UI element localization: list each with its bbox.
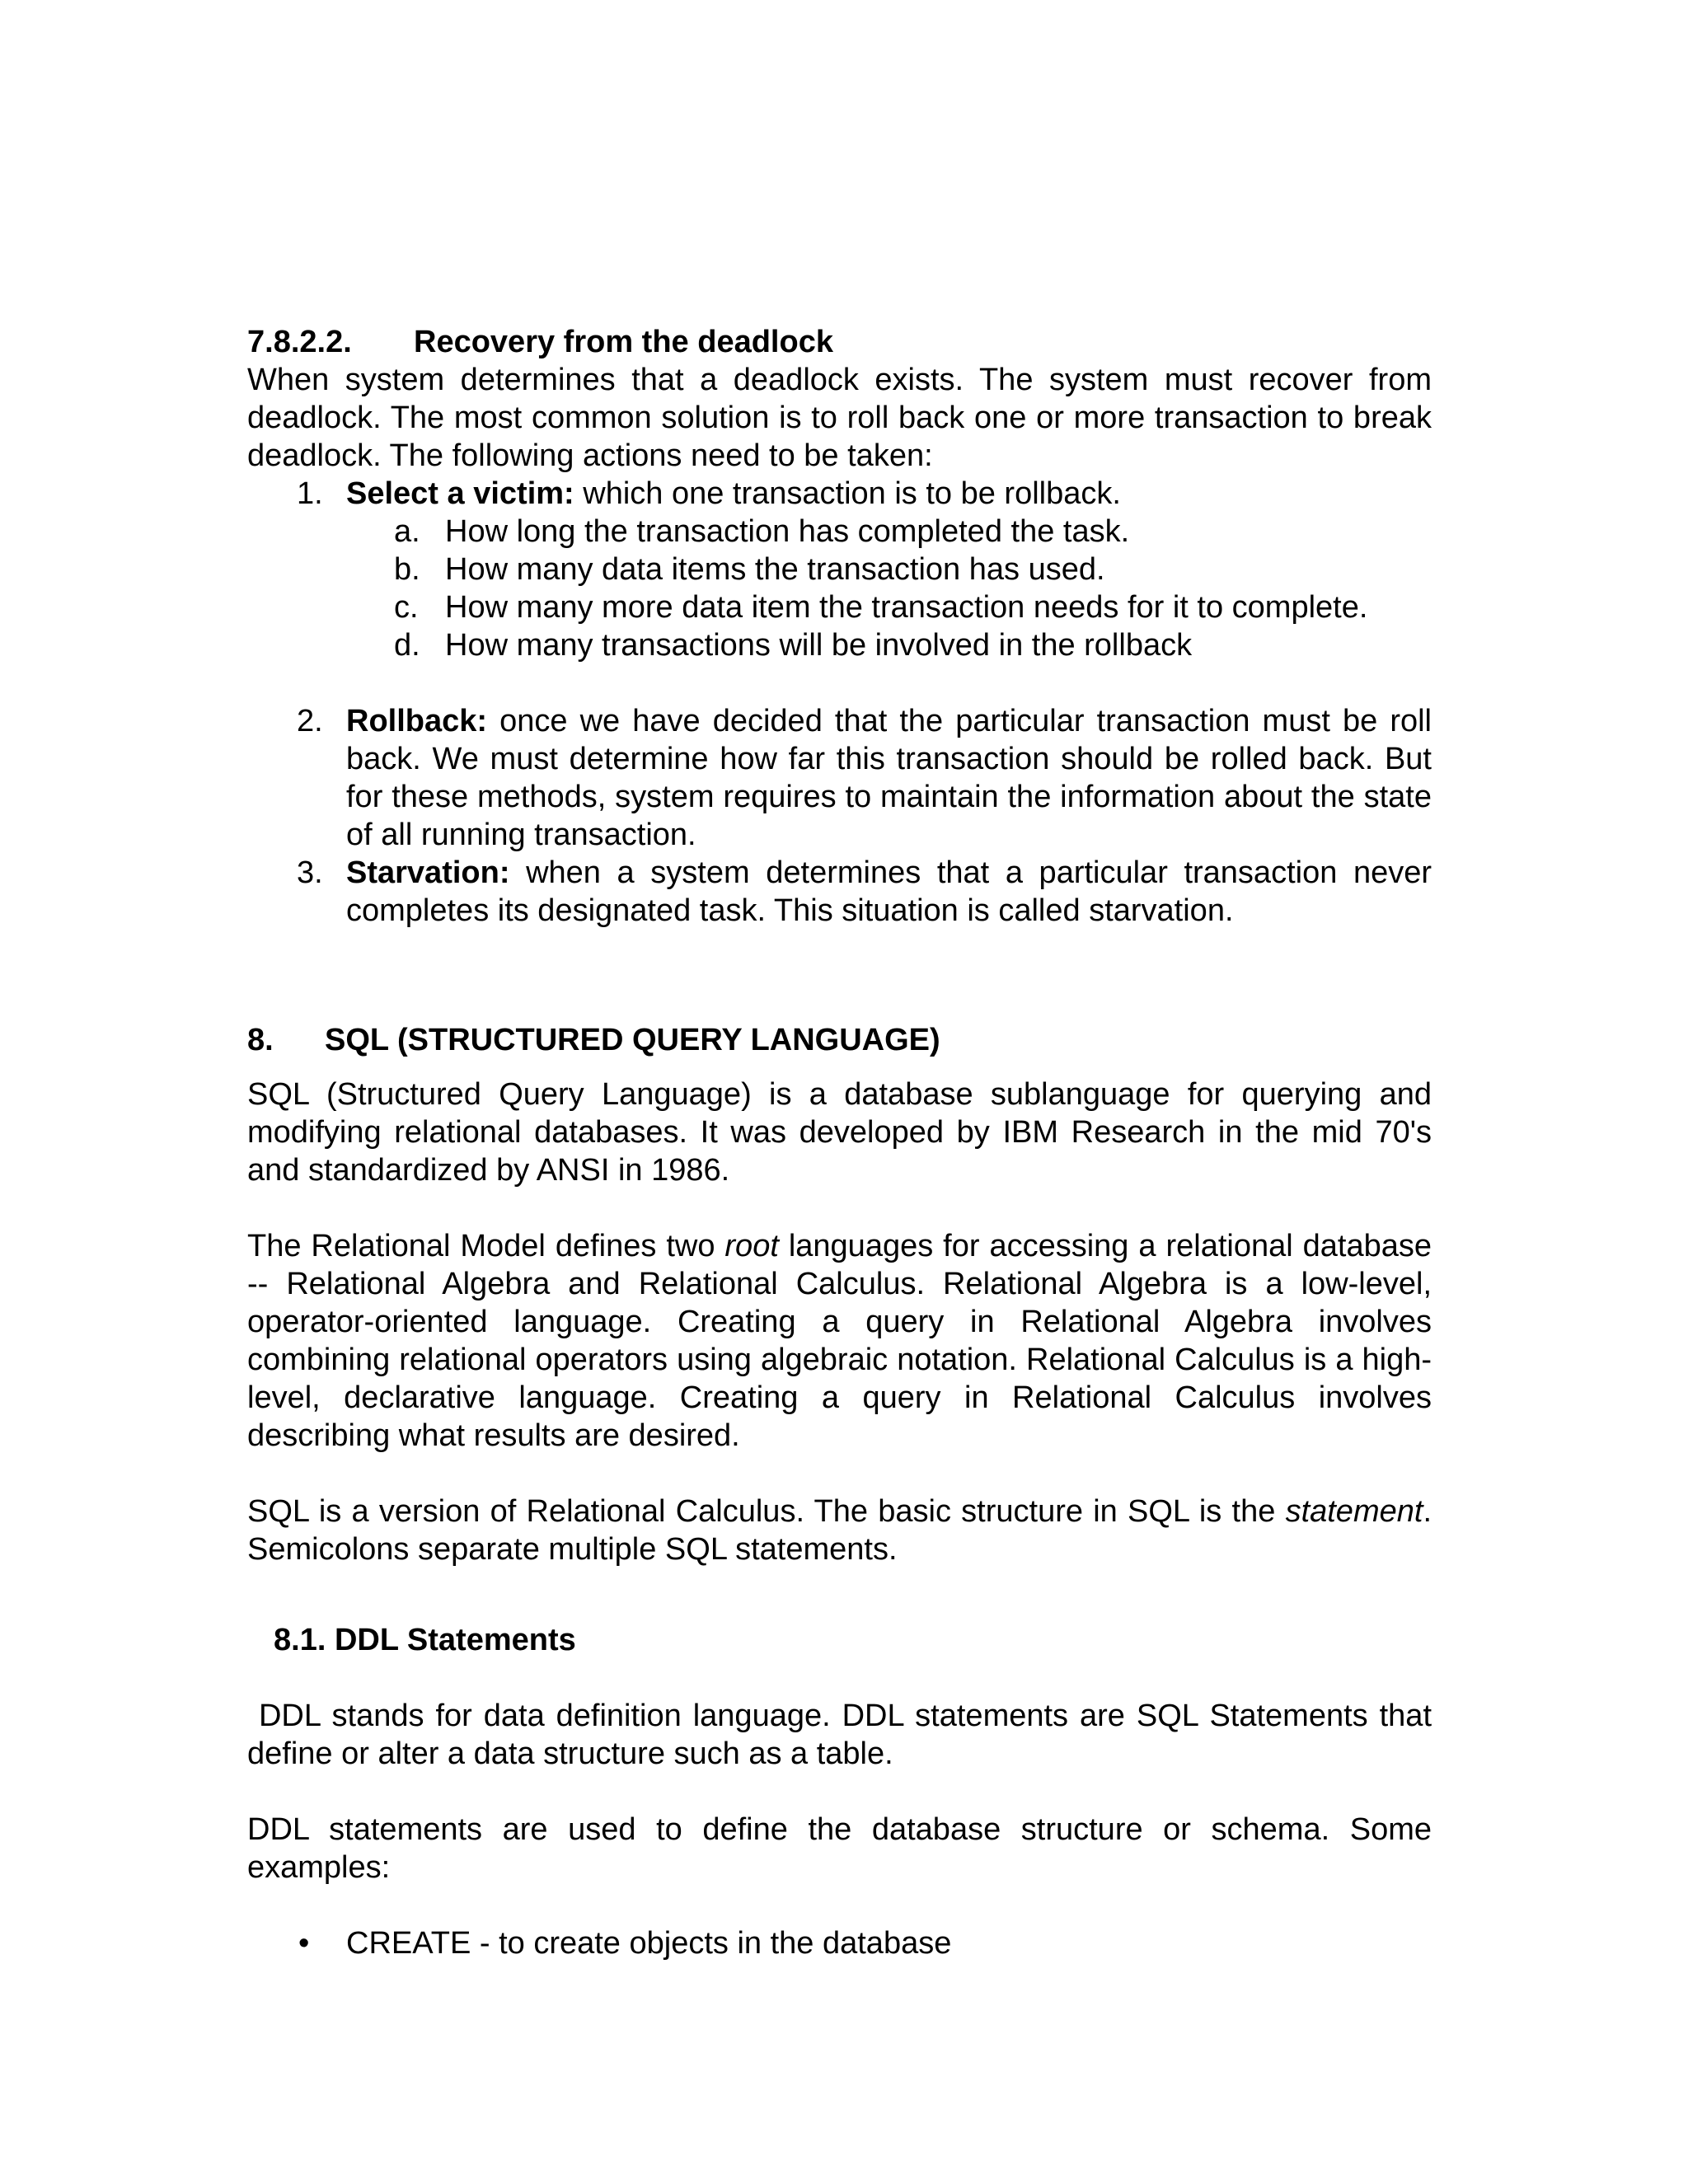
list-marker: 3. — [297, 855, 323, 890]
spacer — [247, 1059, 1432, 1076]
list-item-starvation — [247, 854, 1432, 930]
emphasis-text: statement — [1285, 1494, 1423, 1529]
spacer — [247, 930, 1432, 1021]
section-heading-7-8-2-2 — [247, 323, 1432, 361]
list-item-select-victim — [247, 475, 1432, 513]
list-item-rollback — [247, 702, 1432, 854]
sub-list-text: How many more data item the transaction needs for it to complete. — [445, 590, 1368, 625]
section-number: 8. — [247, 1023, 274, 1057]
bullet-icon: • — [298, 1926, 310, 1961]
spacer — [247, 1659, 1432, 1697]
spacer — [247, 664, 1432, 702]
sub-list-marker: d. — [394, 628, 420, 663]
section-heading-8-1 — [247, 1621, 1432, 1659]
ddl-paragraph-1: DDL stands for data definition language. DDL statements are SQL Statements that define or alter a data structure such as a table. — [247, 1699, 1441, 1771]
sub-list-item — [247, 513, 1432, 551]
list-item-term: Select a victim: — [346, 476, 574, 511]
ddl-paragraph-2: DDL statements are used to define the database structure or schema. Some examples: — [247, 1812, 1432, 1885]
recovery-actions-list — [247, 475, 1432, 513]
sub-list-text: How many data items the transaction has used. — [445, 552, 1105, 587]
paragraph-text: The Relational Model defines two — [247, 1229, 725, 1263]
sub-list-marker: c. — [394, 590, 419, 625]
list-item-text: when a system determines that a particular transaction never completes its designated task. This situation is called starvation. — [346, 855, 1432, 928]
list-marker: 2. — [297, 704, 323, 738]
emphasis-text: root — [724, 1229, 779, 1263]
paragraph-text: SQL is a version of Relational Calculus. The basic structure in SQL is the — [247, 1494, 1286, 1529]
sql-paragraph-1: SQL (Structured Query Language) is a database sublanguage for querying and modifying relational databases. It was developed by IBM Research in the mid 70's and standardized by ANSI in 1986. — [247, 1077, 1432, 1188]
section-number: 7.8.2.2. — [247, 325, 352, 359]
bullet-item-create — [247, 1924, 1432, 1962]
spacer — [247, 1189, 1432, 1227]
spacer — [247, 1886, 1432, 1924]
paragraph-text: . Semicolons separate multiple SQL statements. — [247, 1494, 1432, 1567]
section-title: Recovery from the deadlock — [414, 325, 833, 359]
list-item-text: once we have decided that the particular transaction must be roll back. We must determine how far this transaction should be rolled back. But for these methods, system requires to maintain the information about the state of all running transaction. — [346, 704, 1432, 852]
sub-list-text: How long the transaction has completed the task. — [445, 514, 1130, 549]
section-title: 8.1. DDL Statements — [274, 1623, 576, 1657]
page-content — [247, 323, 1441, 1962]
sql-paragraph-2 — [247, 1227, 1432, 1455]
spacer — [247, 1568, 1432, 1621]
spacer — [247, 1455, 1432, 1493]
sub-list-item — [247, 588, 1432, 626]
section-title: SQL (STRUCTURED QUERY LANGUAGE) — [325, 1023, 940, 1057]
recovery-actions-list-continued — [247, 702, 1432, 930]
list-marker: 1. — [297, 476, 323, 511]
sub-list-marker: a. — [394, 514, 420, 549]
section-heading-8 — [247, 1021, 1432, 1059]
deadlock-recovery-intro: When system determines that a deadlock exists. The system must recover from deadlock. The most common solution is to roll back one or more transaction to break deadlock. The following actions need to be taken: — [247, 363, 1432, 473]
spacer — [247, 1773, 1432, 1811]
sub-list-item — [247, 551, 1432, 588]
victim-criteria-list — [247, 513, 1432, 664]
sub-list-item — [247, 626, 1432, 664]
sub-list-marker: b. — [394, 552, 420, 587]
sql-paragraph-3 — [247, 1493, 1432, 1568]
list-item-text: which one transaction is to be rollback. — [574, 476, 1121, 511]
bullet-text: CREATE - to create objects in the database — [346, 1926, 952, 1961]
list-item-term: Starvation: — [346, 855, 510, 890]
list-item-term: Rollback: — [346, 704, 488, 738]
sub-list-text: How many transactions will be involved in the rollback — [445, 628, 1193, 663]
paragraph-text: languages for accessing a relational database -- Relational Algebra and Relational Calculus. Relational Algebra is a low-level, operator-oriented language. Creating a query in Relational Algebra involves combining relational operators using algebraic notation. Relational Calculus is a high-level, declarative language. Creating a query in Relational Calculus involves describing what results are desired. — [247, 1229, 1432, 1453]
